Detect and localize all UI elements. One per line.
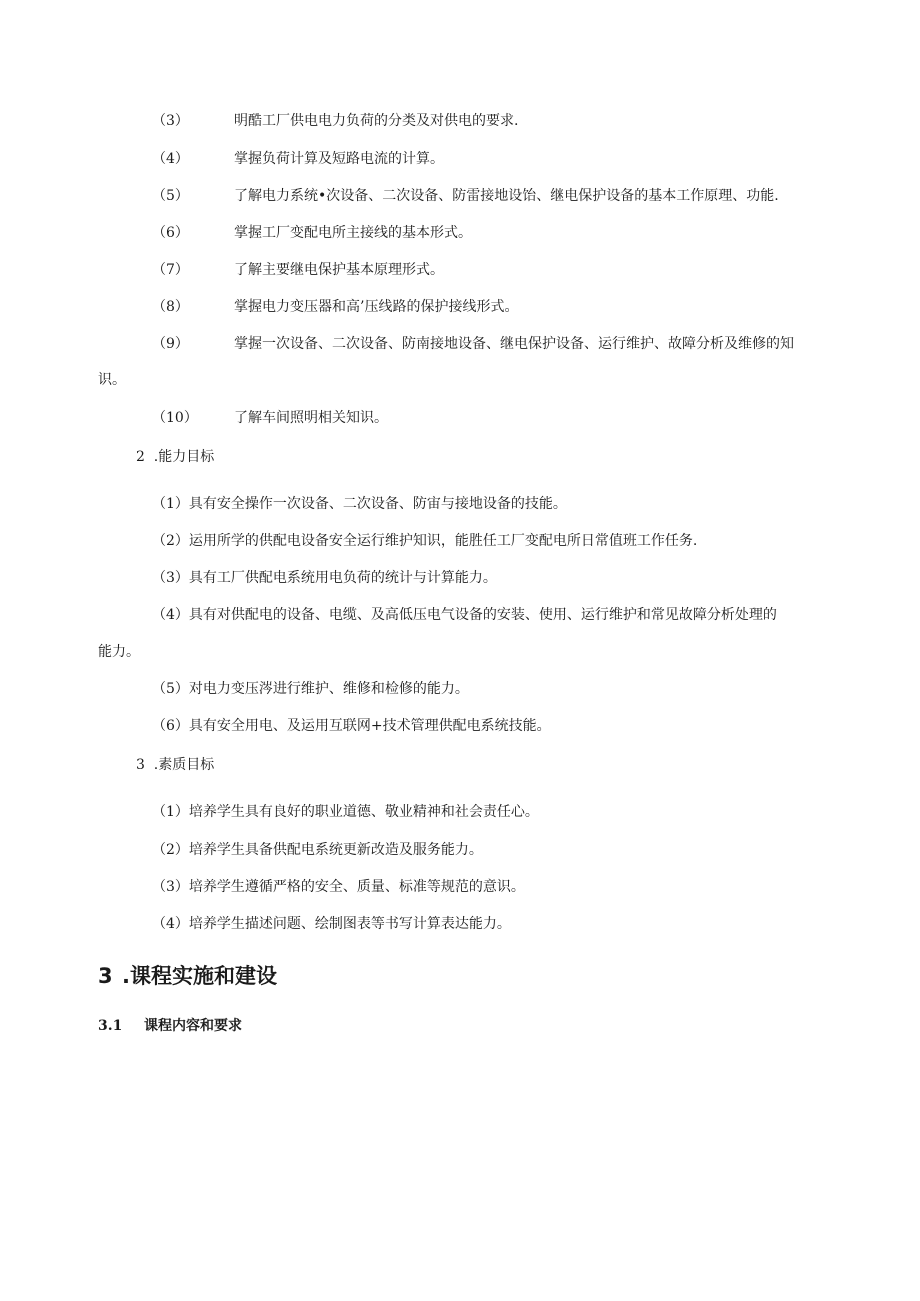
list-item-continuation: 识。	[98, 372, 126, 388]
list-item-text: 掌握工厂变配电所主接线的基本形式。	[234, 225, 472, 241]
ability-heading: 2 .能力目标	[136, 449, 215, 465]
list-item-number: （5）	[152, 188, 189, 204]
section-title: .课程实施和建设	[122, 964, 277, 988]
list-item-number: （6）	[152, 225, 189, 241]
list-item-text: 了解主要继电保护基本原理形式。	[234, 262, 444, 278]
subsection-title: 课程内容和要求	[144, 1018, 242, 1034]
subsection-number: 3.1	[98, 1018, 123, 1034]
list-item-text: 掌握一次设备、二次设备、防南接地设备、继电保护设备、运行维护、故障分析及维修的知	[234, 336, 794, 352]
list-item-number: （8）	[152, 299, 189, 315]
list-item: （4）具有对供配电的设备、电缆、及高低压电气设备的安装、使用、运行维护和常见故障分析处理的	[152, 607, 777, 623]
list-item: （6）具有安全用电、及运用互联网+技术管理供配电系统技能。	[152, 718, 551, 734]
list-item: （1）培养学生具有良好的职业道德、敬业精神和社会责任心。	[152, 804, 539, 820]
list-item: （2）培养学生具备供配电系统更新改造及服务能力。	[152, 842, 483, 858]
list-item-number: （7）	[152, 262, 189, 278]
list-item-number: （3）	[152, 113, 189, 129]
list-item: （2）运用所学的供配电设备安全运行维护知识，能胜任工厂变配电所日常值班工作任务.	[152, 533, 698, 549]
list-item-text: 掌握负荷计算及短路电流的计算。	[234, 151, 444, 167]
list-item-number: （10）	[152, 410, 198, 426]
section-number: 3	[98, 964, 113, 988]
list-item-continuation: 能力。	[98, 644, 140, 660]
list-item: （5）对电力变压涔进行维护、维修和检修的能力。	[152, 681, 469, 697]
list-item: （4）培养学生描述问题、绘制图表等书写计算表达能力。	[152, 916, 511, 932]
list-item-text: 掌握电力变压器和高’压线路的保护接线形式。	[234, 299, 519, 315]
list-item-text: 了解电力系统•次设备、二次设备、防雷接地设饴、继电保护设备的基本工作原理、功能.	[234, 188, 779, 204]
quality-heading: 3 .素质目标	[136, 757, 215, 773]
list-item: （1）具有安全操作一次设备、二次设备、防宙与接地设备的技能。	[152, 496, 567, 512]
list-item-text: 了解车间照明相关知识。	[234, 410, 388, 426]
list-item-number: （9）	[152, 336, 189, 352]
list-item-text: 明酷工厂供电电力负荷的分类及对供电的要求.	[234, 113, 519, 129]
list-item: （3）具有工厂供配电系统用电负荷的统计与计算能力。	[152, 570, 497, 586]
list-item-number: （4）	[152, 151, 189, 167]
list-item: （3）培养学生遵循严格的安全、质量、标准等规范的意识。	[152, 879, 525, 895]
